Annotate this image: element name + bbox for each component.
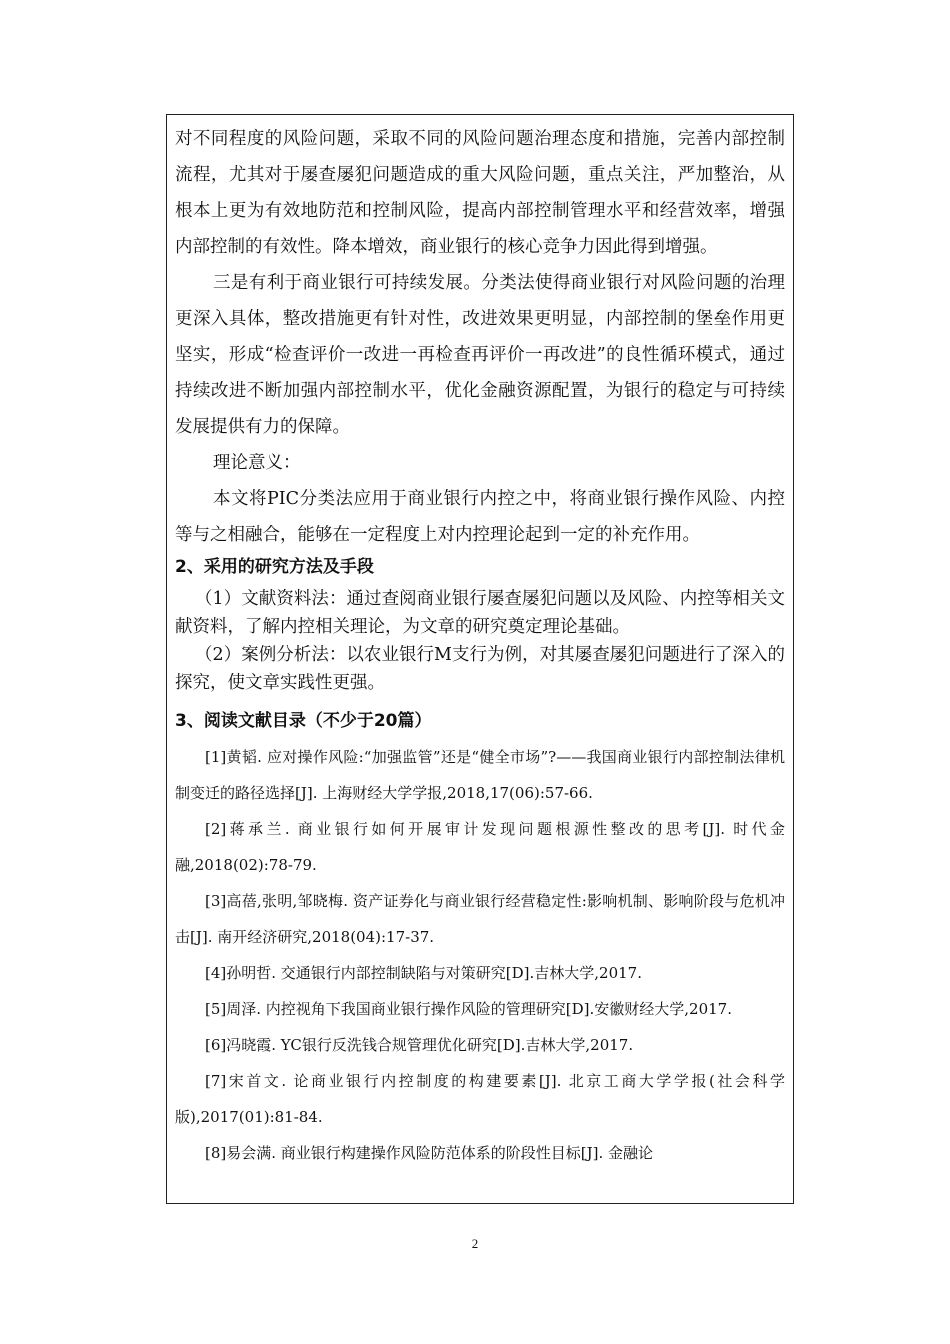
method-case-study: （2）案例分析法：以农业银行M支行为例，对其屡查屡犯问题进行了深入的探究，使文章实践性更强。 xyxy=(175,645,785,693)
reference-item: [6]冯晓霞. YC银行反洗钱合规管理优化研究[D].吉林大学,2017. xyxy=(205,1036,634,1054)
theory-paragraph: 本文将PIC分类法应用于商业银行内控之中，将商业银行操作风险、内控等与之相融合，能够在一定程度上对内控理论起到一定的补充作用。 xyxy=(175,489,785,545)
methods-heading: 2、采用的研究方法及手段 xyxy=(175,557,374,577)
reference-item: [3]高蓓,张明,邹晓梅. 资产证券化与商业银行经营稳定性:影响机制、影响阶段与危机冲击[J]. 南开经济研究,2018(04):17-37. xyxy=(175,892,785,946)
reference-item: [2]蒋承兰. 商业银行如何开展审计发现问题根源性整改的思考[J]. 时代金融,2018(02):78-79. xyxy=(175,820,785,874)
document-body xyxy=(175,121,785,1171)
references-heading: 3、阅读文献目录（不少于20篇） xyxy=(175,711,432,731)
reference-item: [8]易会满. 商业银行构建操作风险防范体系的阶段性目标[J]. 金融论 xyxy=(205,1144,654,1162)
reference-item: [4]孙明哲. 交通银行内部控制缺陷与对策研究[D].吉林大学,2017. xyxy=(205,964,642,982)
significance-paragraph-1: 对不同程度的风险问题，采取不同的风险问题治理态度和措施，完善内部控制流程，尤其对于屡查屡犯问题造成的重大风险问题，重点关注，严加整治，从根本上更为有效地防范和控制风险，提高内部控制管理水平和经营效率，增强内部控制的有效性。降本增效，商业银行的核心竞争力因此得到增强。 xyxy=(175,129,785,257)
significance-paragraph-2: 三是有利于商业银行可持续发展。分类法使得商业银行对风险问题的治理更深入具体，整改措施更有针对性，改进效果更明显，内部控制的堡垒作用更坚实，形成“检查评价一改进一再检查再评价一再改进”的良性循环模式，通过持续改进不断加强内部控制水平，优化金融资源配置，为银行的稳定与可持续发展提供有力的保障。 xyxy=(175,273,785,437)
content-table-cell xyxy=(166,114,794,1204)
theory-label: 理论意义： xyxy=(213,453,301,473)
page-number: 2 xyxy=(471,1236,479,1251)
reference-item: [7]宋首文. 论商业银行内控制度的构建要素[J]. 北京工商大学学报(社会科学版),2017(01):81-84. xyxy=(175,1072,785,1126)
reference-item: [5]周泽. 内控视角下我国商业银行操作风险的管理研究[D].安徽财经大学,2017. xyxy=(205,1000,732,1018)
method-literature: （1）文献资料法：通过查阅商业银行屡查屡犯问题以及风险、内控等相关文献资料，了解内控相关理论，为文章的研究奠定理论基础。 xyxy=(175,589,785,637)
reference-item: [1]黄韬. 应对操作风险:“加强监管”还是“健全市场”?——我国商业银行内部控制法律机制变迁的路径选择[J]. 上海财经大学学报,2018,17(06):57-66. xyxy=(175,748,785,802)
